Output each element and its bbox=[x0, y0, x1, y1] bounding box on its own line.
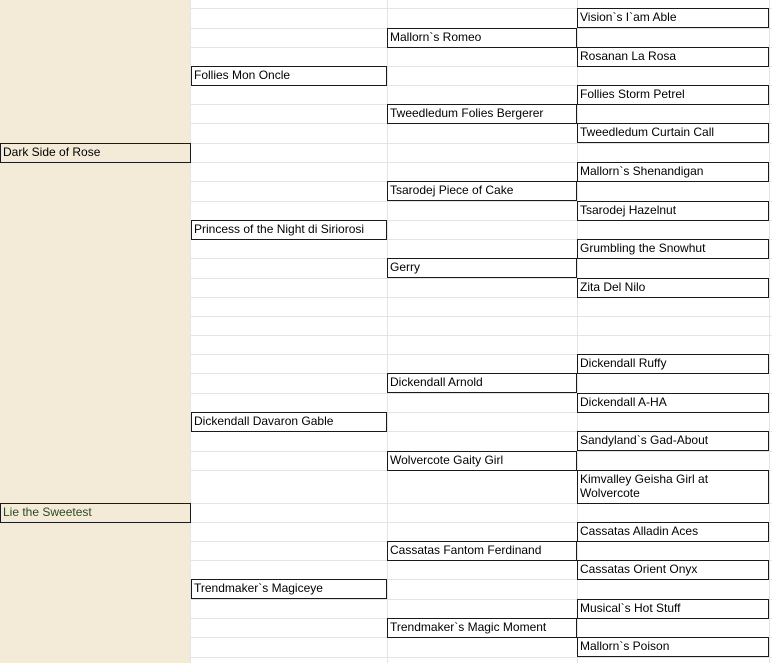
gridline-column bbox=[190, 0, 191, 663]
gen4-cell[interactable]: Cassatas Alladin Aces bbox=[577, 522, 769, 542]
gen4-cell[interactable]: Zita Del Nilo bbox=[577, 278, 769, 298]
first-column-fill bbox=[0, 0, 190, 663]
gen2-cell[interactable]: Princess of the Night di Siriorosi bbox=[191, 220, 387, 240]
gen3-cell[interactable]: Gerry bbox=[387, 258, 577, 278]
gen4-cell[interactable]: Tsarodej Hazelnut bbox=[577, 201, 769, 221]
gen3-cell[interactable]: Cassatas Fantom Ferdinand bbox=[387, 541, 577, 561]
gen3-cell[interactable]: Dickendall Arnold bbox=[387, 373, 577, 393]
gen2-cell[interactable]: Follies Mon Oncle bbox=[191, 66, 387, 86]
gen4-cell[interactable]: Cassatas Orient Onyx bbox=[577, 560, 769, 580]
gen2-cell[interactable]: Dickendall Davaron Gable bbox=[191, 412, 387, 432]
gen4-cell[interactable]: Vision`s I`am Able bbox=[577, 8, 769, 28]
gridline-row bbox=[190, 335, 772, 336]
gen4-cell[interactable]: Sandyland`s Gad-About bbox=[577, 431, 769, 451]
gridline-column bbox=[769, 0, 770, 663]
gen3-cell[interactable]: Tweedledum Folies Bergerer bbox=[387, 104, 577, 124]
sire-cell[interactable]: Dark Side of Rose bbox=[0, 143, 191, 163]
gen4-cell[interactable]: Tweedledum Curtain Call bbox=[577, 123, 769, 143]
gridline-row bbox=[190, 657, 772, 658]
gen4-cell[interactable]: Follies Storm Petrel bbox=[577, 85, 769, 105]
gen2-cell[interactable]: Trendmaker`s Magiceye bbox=[191, 579, 387, 599]
gridline-row bbox=[190, 316, 772, 317]
gen3-cell[interactable]: Trendmaker`s Magic Moment bbox=[387, 618, 577, 638]
gen4-cell[interactable]: Mallorn`s Shenandigan bbox=[577, 162, 769, 182]
gen4-cell[interactable]: Mallorn`s Poison bbox=[577, 637, 769, 657]
gridline-row bbox=[190, 143, 772, 144]
gen3-cell[interactable]: Wolvercote Gaity Girl bbox=[387, 451, 577, 471]
gen3-cell[interactable]: Tsarodej Piece of Cake bbox=[387, 181, 577, 201]
gen4-cell[interactable]: Rosanan La Rosa bbox=[577, 47, 769, 67]
gridline-column bbox=[387, 0, 388, 663]
gen3-cell[interactable]: Mallorn`s Romeo bbox=[387, 28, 577, 48]
dam-cell[interactable]: Lie the Sweetest bbox=[0, 503, 191, 523]
gen4-cell[interactable]: Dickendall A-HA bbox=[577, 393, 769, 413]
gen4-cell[interactable]: Kimvalley Geisha Girl at Wolvercote bbox=[577, 470, 769, 504]
gen4-cell[interactable]: Grumbling the Snowhut bbox=[577, 239, 769, 259]
gen4-cell[interactable]: Musical`s Hot Stuff bbox=[577, 599, 769, 619]
gen4-cell[interactable]: Dickendall Ruffy bbox=[577, 354, 769, 374]
